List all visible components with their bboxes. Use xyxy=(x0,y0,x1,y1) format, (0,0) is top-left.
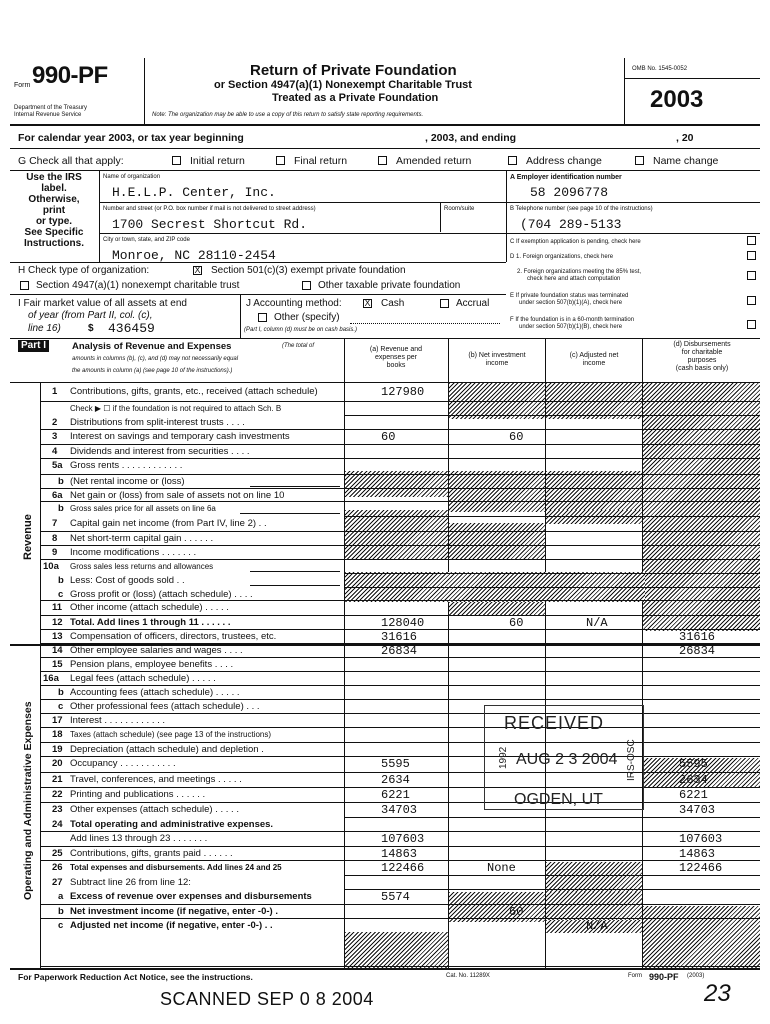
row-number: b xyxy=(58,575,64,586)
h-other-taxable-label: Other taxable private foundation xyxy=(318,280,461,291)
sub-entry-line[interactable] xyxy=(250,486,340,487)
row-label: Gross sales price for all assets on line 6a xyxy=(70,504,216,513)
use-irs-line: Use the IRS xyxy=(26,172,82,183)
use-irs-line: Instructions. xyxy=(23,238,84,249)
col-d-header-line: for charitable xyxy=(681,349,723,356)
i-fmv-label1: I Fair market value of all assets at end xyxy=(18,298,187,309)
j-cash-label: Cash xyxy=(381,298,405,309)
col-d-header-line: (cash basis only) xyxy=(675,365,729,372)
amount-col-a[interactable]: 5574 xyxy=(381,890,410,904)
row-number: 9 xyxy=(52,547,58,558)
row-number: 25 xyxy=(52,848,63,859)
j-other-label: Other (specify) xyxy=(274,312,340,323)
sub-entry-line[interactable] xyxy=(250,571,340,572)
row-label: Income modifications . . . . . . . xyxy=(70,547,197,558)
hatch-block xyxy=(643,383,760,631)
row-label: Other professional fees (attach schedule) . . . xyxy=(70,701,260,712)
use-irs-line: See Specific xyxy=(24,227,84,238)
scanned-stamp: SCANNED SEP 0 8 2004 xyxy=(160,989,374,1009)
row-divider xyxy=(40,742,760,743)
city-label: City or town, state, and ZIP code xyxy=(103,237,190,243)
row-label: Occupancy . . . . . . . . . . . xyxy=(70,758,176,769)
dept-line1: Department of the Treasury xyxy=(14,105,88,111)
revenue-side-label: Revenue xyxy=(22,514,34,560)
c-exemption-label: C If exemption application is pending, check here xyxy=(510,239,641,245)
row-number: 11 xyxy=(52,602,63,613)
use-irs-line: print xyxy=(42,205,66,216)
stamp-location: OGDEN, UT xyxy=(514,791,603,808)
omb-number: OMB No. 1545-0052 xyxy=(632,66,688,72)
row-number: 6a xyxy=(52,490,63,501)
j-other-checkbox[interactable] xyxy=(258,313,267,322)
row-number: 13 xyxy=(52,631,63,642)
footer-form-year: (2003) xyxy=(687,973,705,979)
catalog-number: Cat. No. 11289X xyxy=(446,973,490,979)
row-number: 7 xyxy=(52,518,58,529)
e-terminated-label2: under section 507(b)(1)(A), check here xyxy=(519,300,623,306)
row-divider xyxy=(344,587,760,588)
row-divider xyxy=(40,401,760,402)
row-number: 26 xyxy=(52,862,63,873)
row-number: 24 xyxy=(52,819,63,830)
form-number: 990-PF xyxy=(32,62,108,89)
row-label: Depreciation (attach schedule) and depletion . xyxy=(70,744,264,755)
initial-return-checkbox[interactable] xyxy=(172,156,181,165)
row-label: Net short-term capital gain . . . . . . xyxy=(70,533,214,544)
row-label: Subtract line 26 from line 12: xyxy=(70,877,191,888)
footer-form-label: Form xyxy=(628,973,642,979)
row-divider xyxy=(40,429,760,430)
hatch-block xyxy=(546,471,642,512)
row-divider xyxy=(40,488,760,489)
hatch-block xyxy=(546,510,642,524)
i-fmv-dollar: $ xyxy=(88,323,94,334)
row-number: 22 xyxy=(52,789,63,800)
row-number: 14 xyxy=(52,645,63,656)
row-label: Add lines 13 through 23 . . . . . . . xyxy=(70,833,208,844)
row-divider xyxy=(40,904,760,905)
street-label: Number and street (or P.O. box number if mail is not delivered to street address) xyxy=(103,206,316,212)
row-divider xyxy=(40,501,760,502)
row-divider xyxy=(40,458,760,459)
amount-col-c[interactable]: N/A xyxy=(586,616,608,630)
row-number: 12 xyxy=(52,617,63,628)
room-suite-label: Room/suite xyxy=(444,206,475,212)
org-name[interactable]: H.E.L.P. Center, Inc. xyxy=(112,185,276,200)
row-label: Adjusted net income (if negative, enter -0-) . . xyxy=(70,920,273,931)
row-number: b xyxy=(58,906,64,917)
row-number: 19 xyxy=(52,744,63,755)
row-number: 2 xyxy=(52,417,58,428)
d2-foreign-label2: check here and attach computation xyxy=(527,276,621,282)
form-header xyxy=(10,58,760,123)
hatch-block xyxy=(546,862,642,892)
section-divider xyxy=(10,644,760,646)
row-label: Legal fees (attach schedule) . . . . . xyxy=(70,673,216,684)
row-divider xyxy=(344,817,760,818)
row-label: (Net rental income or (loss) xyxy=(70,476,185,487)
row-number: 20 xyxy=(52,758,63,769)
amount-col-a[interactable]: 34703 xyxy=(381,803,418,817)
row-divider xyxy=(40,699,760,700)
j-accounting-label: J Accounting method: xyxy=(246,298,342,309)
part1-desc1: (The total of xyxy=(282,343,315,349)
row-label: Check ▶ ☐ if the foundation is not required to attach Sch. B xyxy=(70,404,282,413)
part1-badge-text: Part I xyxy=(21,340,47,351)
amount-col-d[interactable]: 34703 xyxy=(679,803,716,817)
amount-col-a[interactable]: 14863 xyxy=(381,847,418,861)
row-label: Total expenses and disbursements. Add lines 24 and 25 xyxy=(70,863,282,872)
amount-col-d[interactable]: 122466 xyxy=(679,861,723,875)
amended-return-checkbox[interactable] xyxy=(378,156,387,165)
amount-col-a[interactable]: 2634 xyxy=(381,773,410,787)
amount-col-d[interactable]: 5595 xyxy=(679,757,708,771)
stamp-side-right: IRS-OSC xyxy=(626,739,637,781)
j-cash-checkbox[interactable] xyxy=(363,299,372,308)
row-number: b xyxy=(58,476,64,487)
j-cash-check-mark: X xyxy=(364,298,371,308)
d2-foreign-checkbox[interactable] xyxy=(747,271,756,280)
row-number: 15 xyxy=(52,659,63,670)
i-fmv-value[interactable]: 436459 xyxy=(108,321,155,336)
i-fmv-label2: of year (from Part II, col. (c), xyxy=(28,310,153,321)
h-501c3-label: Section 501(c)(3) exempt private foundation xyxy=(211,265,406,276)
name-change-label: Name change xyxy=(653,155,719,167)
calendar-year-line: For calendar year 2003, or tax year beginning xyxy=(18,132,244,144)
form-note: Note: The organization may be able to use a copy of this return to satisfy state reporting requirements. xyxy=(152,112,424,118)
stamp-received: RECEIVED xyxy=(504,713,605,733)
use-irs-line: or type. xyxy=(35,216,73,227)
row-divider xyxy=(40,474,760,475)
amount-col-b[interactable]: 60 xyxy=(509,616,524,630)
amount-col-a[interactable]: 60 xyxy=(381,430,396,444)
hatch-block xyxy=(643,906,760,968)
row-divider xyxy=(40,966,760,967)
row-label: Interest . . . . . . . . . . . . xyxy=(70,715,166,726)
part1-title: Analysis of Revenue and Expenses xyxy=(72,341,232,352)
row-label: Total operating and administrative expenses. xyxy=(70,819,274,830)
amount-col-d[interactable]: 107603 xyxy=(679,832,723,846)
part1-badge xyxy=(18,340,49,352)
row-number: c xyxy=(58,920,64,931)
row-number: b xyxy=(58,503,64,514)
col-c-header-line: income xyxy=(582,360,606,367)
e-terminated-checkbox[interactable] xyxy=(747,296,756,305)
form-subtitle1: or Section 4947(a)(1) Nonexempt Charitable Trust xyxy=(214,79,472,91)
amount-col-d[interactable]: 14863 xyxy=(679,847,716,861)
row-divider xyxy=(40,444,760,445)
col-a-header-line: books xyxy=(386,362,406,369)
final-return-checkbox[interactable] xyxy=(276,156,285,165)
row-label: Distributions from split-interest trusts . . . . xyxy=(70,417,245,428)
row-label: Accounting fees (attach schedule) . . . . . xyxy=(70,687,240,698)
part1-desc3: the amounts in column (a) (see page 10 of the instructions).) xyxy=(72,368,233,374)
amount-col-d[interactable]: 6221 xyxy=(679,788,708,802)
col-b-header xyxy=(450,352,544,368)
form-subtitle2: Treated as a Private Foundation xyxy=(272,92,439,104)
row-divider xyxy=(40,657,760,658)
row-divider xyxy=(40,727,760,728)
street-address[interactable]: 1700 Secrest Shortcut Rd. xyxy=(112,217,308,232)
row-divider xyxy=(40,685,760,686)
row-number: 10a xyxy=(43,561,59,572)
stamp-date: AUG 2 3 2004 xyxy=(516,751,618,768)
row-label: Capital gain net income (from Part IV, line 2) . . xyxy=(70,518,267,529)
f-termination-label1: F If the foundation is in a 60-month termination xyxy=(510,317,635,323)
row-label: Gross rents . . . . . . . . . . . . xyxy=(70,460,183,471)
stamp-side-left: 1992 xyxy=(498,746,509,769)
col-a-header-line: expenses per xyxy=(374,354,418,361)
col-a-header-line: (a) Revenue and xyxy=(369,346,423,353)
form-title: Return of Private Foundation xyxy=(250,62,457,79)
calendar-and-ending: , 2003, and ending xyxy=(425,132,517,144)
e-terminated-label1: E If private foundation status was terminated xyxy=(510,293,629,299)
row-divider xyxy=(344,573,760,574)
row-number: 17 xyxy=(52,715,63,726)
j-accrual-checkbox[interactable] xyxy=(440,299,449,308)
address-change-label: Address change xyxy=(526,155,602,167)
row-number: 5a xyxy=(52,460,63,471)
row-divider xyxy=(40,713,760,714)
row-divider xyxy=(40,918,760,919)
initial-return-label: Initial return xyxy=(190,155,245,167)
amended-return-label: Amended return xyxy=(396,155,472,167)
dept-line2: Internal Revenue Service xyxy=(14,112,82,118)
amount-col-a[interactable]: 107603 xyxy=(381,832,425,846)
h-501c3-check-mark: X xyxy=(194,265,201,275)
row-divider xyxy=(40,671,760,672)
amount-col-d[interactable]: 31616 xyxy=(679,630,716,644)
col-d-header-line: (d) Disbursements xyxy=(673,341,731,348)
amount-col-c[interactable]: N/A xyxy=(586,919,608,933)
row-number: c xyxy=(58,589,64,600)
amount-col-a[interactable]: 31616 xyxy=(381,630,418,644)
row-label: Compensation of officers, directors, trustees, etc. xyxy=(70,631,277,642)
part1-desc2: amounts in columns (b), (c), and (d) may not necessarily equal xyxy=(72,356,239,362)
row-number: 23 xyxy=(52,804,63,815)
row-label: Interest on savings and temporary cash investments xyxy=(70,431,290,442)
row-divider xyxy=(344,875,760,876)
h-4947-checkbox[interactable] xyxy=(20,281,29,290)
tax-year: 2003 xyxy=(650,86,704,113)
j-cash-basis-note: (Part I, column (d) must be on cash basis.) xyxy=(244,327,358,333)
row-divider xyxy=(40,545,760,546)
col-d-header-line: purposes xyxy=(687,357,717,364)
row-number: b xyxy=(58,687,64,698)
row-label: Net gain or (loss) from sale of assets not on line 10 xyxy=(70,490,285,501)
footer-form-number: 990-PF xyxy=(649,972,679,982)
c-exemption-checkbox[interactable] xyxy=(747,236,756,245)
row-label: Total. Add lines 1 through 11 . . . . . . xyxy=(70,617,231,628)
row-number: a xyxy=(58,891,64,902)
calendar-end: , 20 xyxy=(676,132,694,144)
row-divider xyxy=(344,516,760,517)
amount-col-a[interactable]: 26834 xyxy=(381,644,418,658)
phone-label: B Telephone number (see page 10 of the instructions) xyxy=(510,206,653,212)
hatch-block xyxy=(449,471,545,512)
row-label: Gross sales less returns and allowances xyxy=(70,562,214,571)
row-number: 21 xyxy=(52,774,63,785)
h-type-label: H Check type of organization: xyxy=(18,265,150,276)
use-irs-line: Otherwise, xyxy=(28,194,80,205)
phone-value[interactable]: (704 289-5133 xyxy=(520,217,622,232)
col-c-header-line: (c) Adjusted net xyxy=(569,352,619,359)
j-accrual-label: Accrual xyxy=(456,298,490,309)
check-all-label: G Check all that apply: xyxy=(18,155,124,167)
page-handwritten-number: 23 xyxy=(704,980,731,1007)
amount-col-b[interactable]: 60 xyxy=(509,430,524,444)
row-divider xyxy=(40,559,760,560)
row-label: Net investment income (if negative, enter -0-) . xyxy=(70,906,278,917)
d2-foreign-label1: 2. Foreign organizations meeting the 85% test, xyxy=(517,269,642,275)
row-number: c xyxy=(58,701,64,712)
amount-col-b[interactable]: None xyxy=(487,861,516,875)
d1-foreign-label: D 1. Foreign organizations, check here xyxy=(510,254,614,260)
amount-col-a[interactable]: 122466 xyxy=(381,861,425,875)
sub-entry-line[interactable] xyxy=(240,513,340,514)
row-number: 27 xyxy=(52,877,63,888)
received-stamp xyxy=(484,705,644,810)
col-b-header-line: (b) Net investment xyxy=(468,352,526,359)
org-name-label: Name of organization xyxy=(103,174,161,180)
amount-col-a[interactable]: 6221 xyxy=(381,788,410,802)
row-label: Less: Cost of goods sold . . xyxy=(70,575,185,586)
row-label: Pension plans, employee benefits . . . . xyxy=(70,659,234,670)
row-number: 8 xyxy=(52,533,58,544)
hatch-block xyxy=(345,510,448,560)
amount-col-a[interactable]: 128040 xyxy=(381,616,425,630)
row-number: 16a xyxy=(43,673,59,684)
row-label: Excess of revenue over expenses and disbursements xyxy=(70,891,312,902)
d1-foreign-checkbox[interactable] xyxy=(747,251,756,260)
row-divider xyxy=(40,531,760,532)
row-number: 1 xyxy=(52,386,58,397)
form-label: Form xyxy=(14,82,31,89)
row-label: Printing and publications . . . . . . xyxy=(70,789,206,800)
use-irs-label-block xyxy=(10,172,98,262)
amount-col-a[interactable]: 5595 xyxy=(381,757,410,771)
row-number: 18 xyxy=(52,729,63,740)
col-c-header xyxy=(547,352,641,368)
address-change-checkbox[interactable] xyxy=(508,156,517,165)
name-change-checkbox[interactable] xyxy=(635,156,644,165)
amount-col-d[interactable]: 2634 xyxy=(679,773,708,787)
paperwork-notice: For Paperwork Reduction Act Notice, see the instructions. xyxy=(18,972,253,982)
row-number: 4 xyxy=(52,446,58,457)
ein-value[interactable]: 58 2096778 xyxy=(530,185,609,200)
city-state-zip[interactable]: Monroe, NC 28110-2454 xyxy=(112,248,276,263)
hatch-block xyxy=(345,932,448,968)
f-termination-label2: under section 507(b)(1)(B), check here xyxy=(519,324,623,330)
use-irs-line: label. xyxy=(41,183,67,194)
row-label: Other expenses (attach schedule) . . . . . xyxy=(70,804,239,815)
row-label: Contributions, gifts, grants, etc., received (attach schedule) xyxy=(70,386,318,397)
amount-col-d[interactable]: 26834 xyxy=(679,644,716,658)
h-other-taxable-checkbox[interactable] xyxy=(302,281,311,290)
hatch-block xyxy=(449,523,545,560)
f-termination-checkbox[interactable] xyxy=(747,320,756,329)
row-number: 3 xyxy=(52,431,58,442)
amount-col-b[interactable]: 60 xyxy=(509,905,524,919)
col-b-header-line: income xyxy=(485,360,509,367)
hatch-block xyxy=(449,602,545,615)
row-label: Other income (attach schedule) . . . . . xyxy=(70,602,229,613)
row-label: Contributions, gifts, grants paid . . . . . . xyxy=(70,848,233,859)
ein-label: A Employer identification number xyxy=(510,174,622,181)
h-4947-label: Section 4947(a)(1) nonexempt charitable trust xyxy=(36,280,240,291)
row-label: Taxes (attach schedule) (see page 13 of the instructions) xyxy=(70,730,271,739)
final-return-label: Final return xyxy=(294,155,348,167)
i-fmv-label3: line 16) xyxy=(28,323,61,334)
expenses-side-label: Operating and Administrative Expenses xyxy=(22,701,34,900)
col-d-header xyxy=(644,341,760,373)
col-a-header xyxy=(346,346,446,370)
row-divider xyxy=(40,600,760,601)
row-label: Other employee salaries and wages . . . . xyxy=(70,645,243,656)
row-label: Gross profit or (loss) (attach schedule) . . . . xyxy=(70,589,253,600)
sub-entry-line[interactable] xyxy=(250,585,340,586)
row-label: Dividends and interest from securities . . . . xyxy=(70,446,250,457)
row-divider xyxy=(344,415,760,416)
row-label: Travel, conferences, and meetings . . . . . xyxy=(70,774,242,785)
h-501c3-checkbox[interactable] xyxy=(193,266,202,275)
amount-col-a[interactable]: 127980 xyxy=(381,385,425,399)
